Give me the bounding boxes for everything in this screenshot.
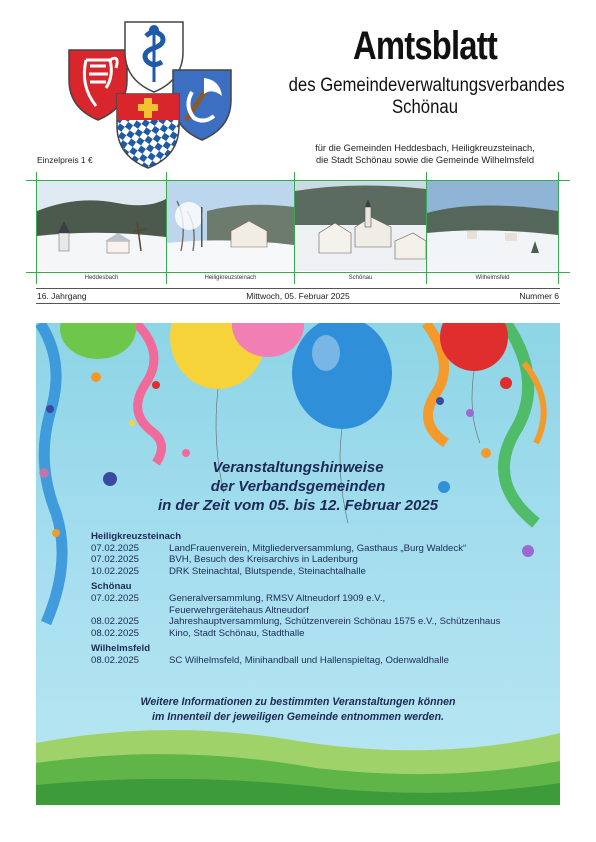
event-text: DRK Steinachtal, Blutspende, Steinachtalhalle — [169, 565, 366, 577]
photo-caption: Heiligkreuzsteinach — [204, 275, 257, 281]
event-text: LandFrauenverein, Mitgliederversammlung, Gasthaus „Burg Waldeck“ — [169, 542, 467, 554]
issue-volume: 16. Jahrgang — [37, 291, 87, 301]
event-group — [91, 643, 531, 666]
event-group — [91, 581, 531, 639]
event-date: 08.02.2025 — [91, 654, 140, 666]
photo-heddesbach — [37, 181, 166, 271]
event-text: Kino, Stadt Schönau, Stadthalle — [169, 627, 305, 639]
poster-headline-line2: der Verbandsgemeinden — [210, 478, 386, 495]
newspaper-subtitle-line2: Schönau — [391, 97, 458, 118]
event-group-place: Schönau — [91, 581, 132, 593]
event-text: Feuerwehrgerätehaus Altneudorf — [169, 604, 309, 616]
event-list — [91, 528, 531, 667]
strip-bottom-rule — [26, 272, 570, 273]
event-row — [91, 655, 531, 667]
event-row — [91, 593, 531, 605]
event-date: 08.02.2025 — [91, 616, 140, 628]
event-date: 07.02.2025 — [91, 542, 140, 554]
poster-headline-line1: Veranstaltungshinweise — [212, 459, 384, 476]
poster-footer-line1: Weitere Informationen zu bestimmten Veranstaltungen können — [140, 696, 456, 708]
event-date: 08.02.2025 — [91, 627, 140, 639]
photo-heiligkreuzsteinach — [167, 181, 294, 271]
poster-headline-line3: in der Zeit vom 05. bis 12. Februar 2025 — [157, 497, 439, 514]
event-text: Jahreshauptversammlung, Schützenverein Schönau 1575 e.V., Schützenhaus — [169, 616, 501, 628]
event-row — [91, 605, 531, 617]
strip-divider — [558, 172, 559, 284]
issue-date: Mittwoch, 05. Februar 2025 — [246, 291, 350, 301]
newspaper-title: Amtsblatt — [353, 24, 497, 68]
event-date: 10.02.2025 — [91, 565, 140, 577]
photo-caption: Wilhelmsfeld — [475, 275, 510, 281]
communities-line2: die Stadt Schönau sowie die Gemeinde Wilhelmsfeld — [315, 155, 535, 165]
issue-number: Nummer 6 — [519, 291, 559, 301]
event-row — [91, 554, 531, 566]
event-group-place: Wilhelmsfeld — [91, 643, 151, 655]
photo-schoenau — [295, 181, 426, 271]
info-top-rule — [36, 288, 560, 289]
event-text: BVH, Besuch des Kreisarchivs in Ladenburg — [169, 554, 358, 566]
event-text: Generalversammlung, RMSV Altneudorf 1909 e.V., — [169, 592, 386, 604]
coats-of-arms — [62, 16, 242, 166]
event-date — [91, 605, 169, 617]
communities-line1: für die Gemeinden Heddesbach, Heiligkreuzsteinach, — [315, 143, 535, 153]
photo-caption: Heddesbach — [84, 275, 119, 281]
communities-list — [280, 142, 570, 166]
photo-wilhelmsfeld — [427, 181, 558, 271]
poster-footer-note — [36, 695, 560, 725]
event-text: SC Wilhelmsfeld, Minihandball und Hallenspieltag, Odenwaldhalle — [169, 654, 449, 666]
event-date: 07.02.2025 — [91, 554, 140, 566]
event-row — [91, 543, 531, 555]
event-row — [91, 628, 531, 640]
event-row — [91, 616, 531, 628]
cross-crest-icon — [114, 90, 182, 170]
photo-caption: Schönau — [348, 275, 373, 281]
event-row — [91, 566, 531, 578]
info-bottom-rule — [36, 303, 560, 304]
poster-footer-line2: im Innenteil der jeweiligen Gemeinde entnommen werden. — [152, 711, 444, 723]
event-date: 07.02.2025 — [91, 592, 140, 604]
price-label: Einzelpreis 1 € — [37, 155, 93, 165]
event-group — [91, 531, 531, 577]
event-group-place: Heiligkreuzsteinach — [91, 531, 182, 542]
newspaper-subtitle-line1: des Gemeindeverwaltungsverbandes — [288, 75, 565, 96]
event-poster — [36, 323, 560, 805]
